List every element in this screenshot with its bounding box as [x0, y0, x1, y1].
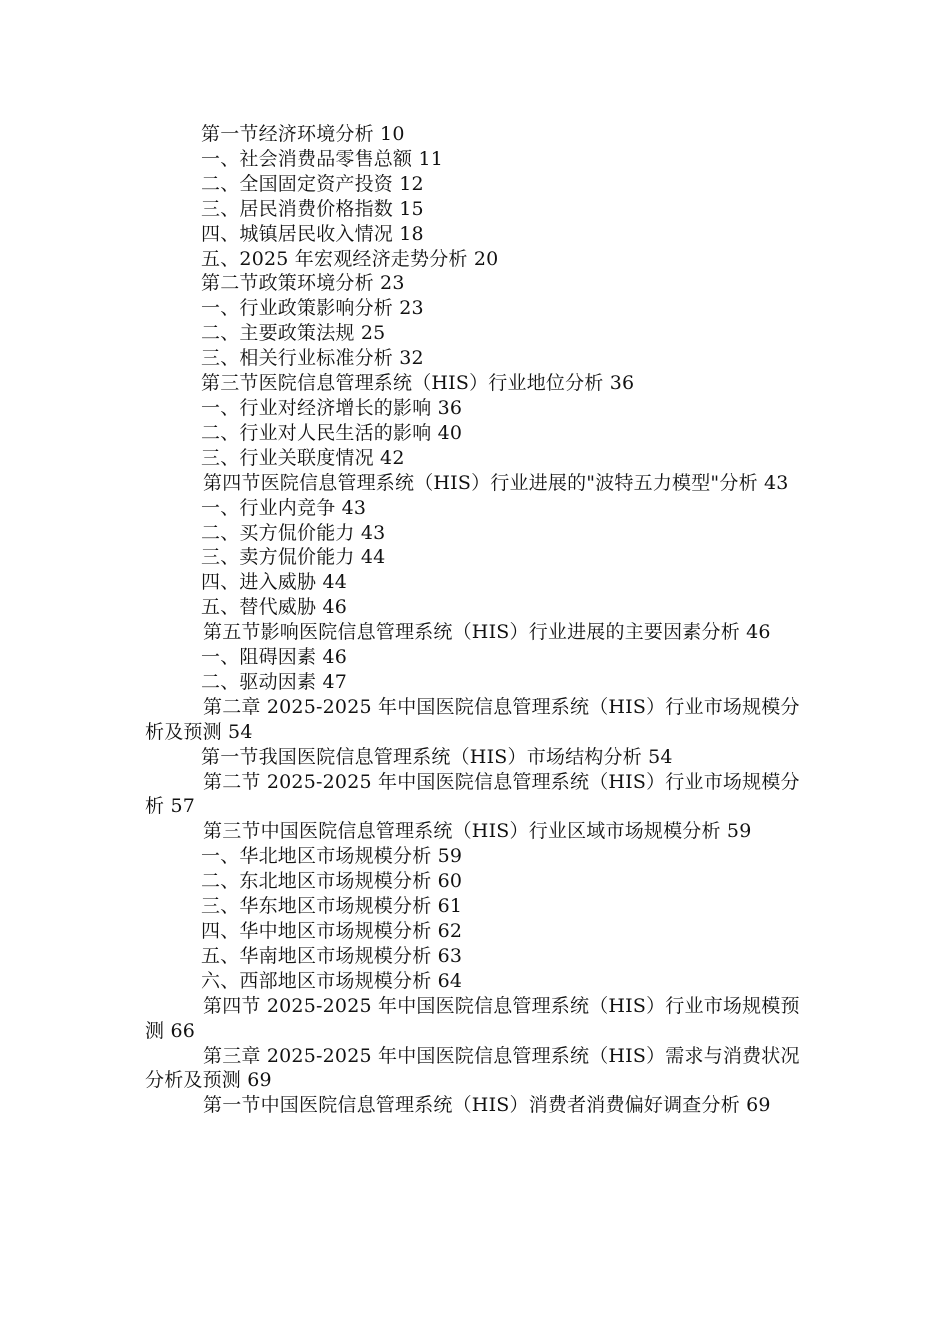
toc-entry[interactable]: 一、行业对经济增长的影响 36 [201, 396, 463, 419]
toc-entry[interactable]: 一、行业政策影响分析 23 [201, 297, 424, 320]
toc-entry[interactable]: 四、华中地区市场规模分析 62 [201, 920, 463, 942]
toc-entry[interactable]: 二、行业对人民生活的影响 40 [201, 421, 463, 444]
toc-entry[interactable]: 四、城镇居民收入情况 18 [201, 222, 424, 245]
toc-entry[interactable]: 第二节政策环境分析 23 [201, 272, 405, 295]
toc-entry[interactable]: 六、西部地区市场规模分析 64 [201, 969, 463, 992]
toc-entry[interactable]: 第二章 2025-2025 年中国医院信息管理系统（HIS）行业市场规模分析及预测 54 [145, 695, 800, 743]
toc-entry[interactable]: 五、替代威胁 46 [201, 596, 348, 619]
toc-entry[interactable]: 一、社会消费品零售总额 11 [201, 147, 444, 170]
toc-entry[interactable]: 三、行业关联度情况 42 [201, 446, 405, 469]
toc-entry[interactable]: 一、行业内竞争 43 [201, 496, 367, 519]
toc-entry[interactable]: 第一节经济环境分析 10 [201, 123, 405, 145]
toc-entry[interactable]: 三、华东地区市场规模分析 61 [201, 895, 463, 918]
toc-entry[interactable]: 二、买方侃价能力 43 [201, 521, 386, 544]
toc-entry[interactable]: 第三节中国医院信息管理系统（HIS）行业区域市场规模分析 59 [203, 820, 752, 843]
toc-entry[interactable]: 三、居民消费价格指数 15 [201, 197, 424, 220]
toc-entry[interactable]: 第一节中国医院信息管理系统（HIS）消费者消费偏好调查分析 69 [203, 1094, 771, 1117]
toc-entry[interactable]: 第二节 2025-2025 年中国医院信息管理系统（HIS）行业市场规模分析 57 [145, 770, 800, 818]
toc-entry[interactable]: 二、全国固定资产投资 12 [201, 172, 424, 195]
toc-entry[interactable]: 第四节医院信息管理系统（HIS）行业进展的"波特五力模型"分析 43 [203, 471, 789, 494]
toc-entry[interactable]: 二、驱动因素 47 [201, 670, 348, 693]
toc-entry[interactable]: 二、东北地区市场规模分析 60 [201, 870, 463, 893]
toc-entry[interactable]: 四、进入威胁 44 [201, 571, 348, 594]
toc-entry[interactable]: 第三节医院信息管理系统（HIS）行业地位分析 36 [201, 372, 635, 395]
toc-entry[interactable]: 二、主要政策法规 25 [201, 322, 386, 345]
toc-entry[interactable]: 第四节 2025-2025 年中国医院信息管理系统（HIS）行业市场规模预测 66 [145, 994, 800, 1042]
toc-entry[interactable]: 第三章 2025-2025 年中国医院信息管理系统（HIS）需求与消费状况分析及预测 69 [145, 1044, 800, 1092]
toc-entry[interactable]: 第五节影响医院信息管理系统（HIS）行业进展的主要因素分析 46 [203, 621, 771, 644]
table-of-contents [145, 122, 810, 1118]
toc-entry[interactable]: 一、阻碍因素 46 [201, 646, 348, 669]
toc-entry[interactable]: 五、2025 年宏观经济走势分析 20 [201, 247, 499, 270]
toc-entry[interactable]: 第一节我国医院信息管理系统（HIS）市场结构分析 54 [201, 745, 673, 768]
toc-entry[interactable]: 三、卖方侃价能力 44 [201, 546, 386, 569]
toc-entry[interactable]: 五、华南地区市场规模分析 63 [201, 944, 463, 967]
toc-entry[interactable]: 三、相关行业标准分析 32 [201, 347, 424, 370]
toc-entry[interactable]: 一、华北地区市场规模分析 59 [201, 845, 463, 868]
